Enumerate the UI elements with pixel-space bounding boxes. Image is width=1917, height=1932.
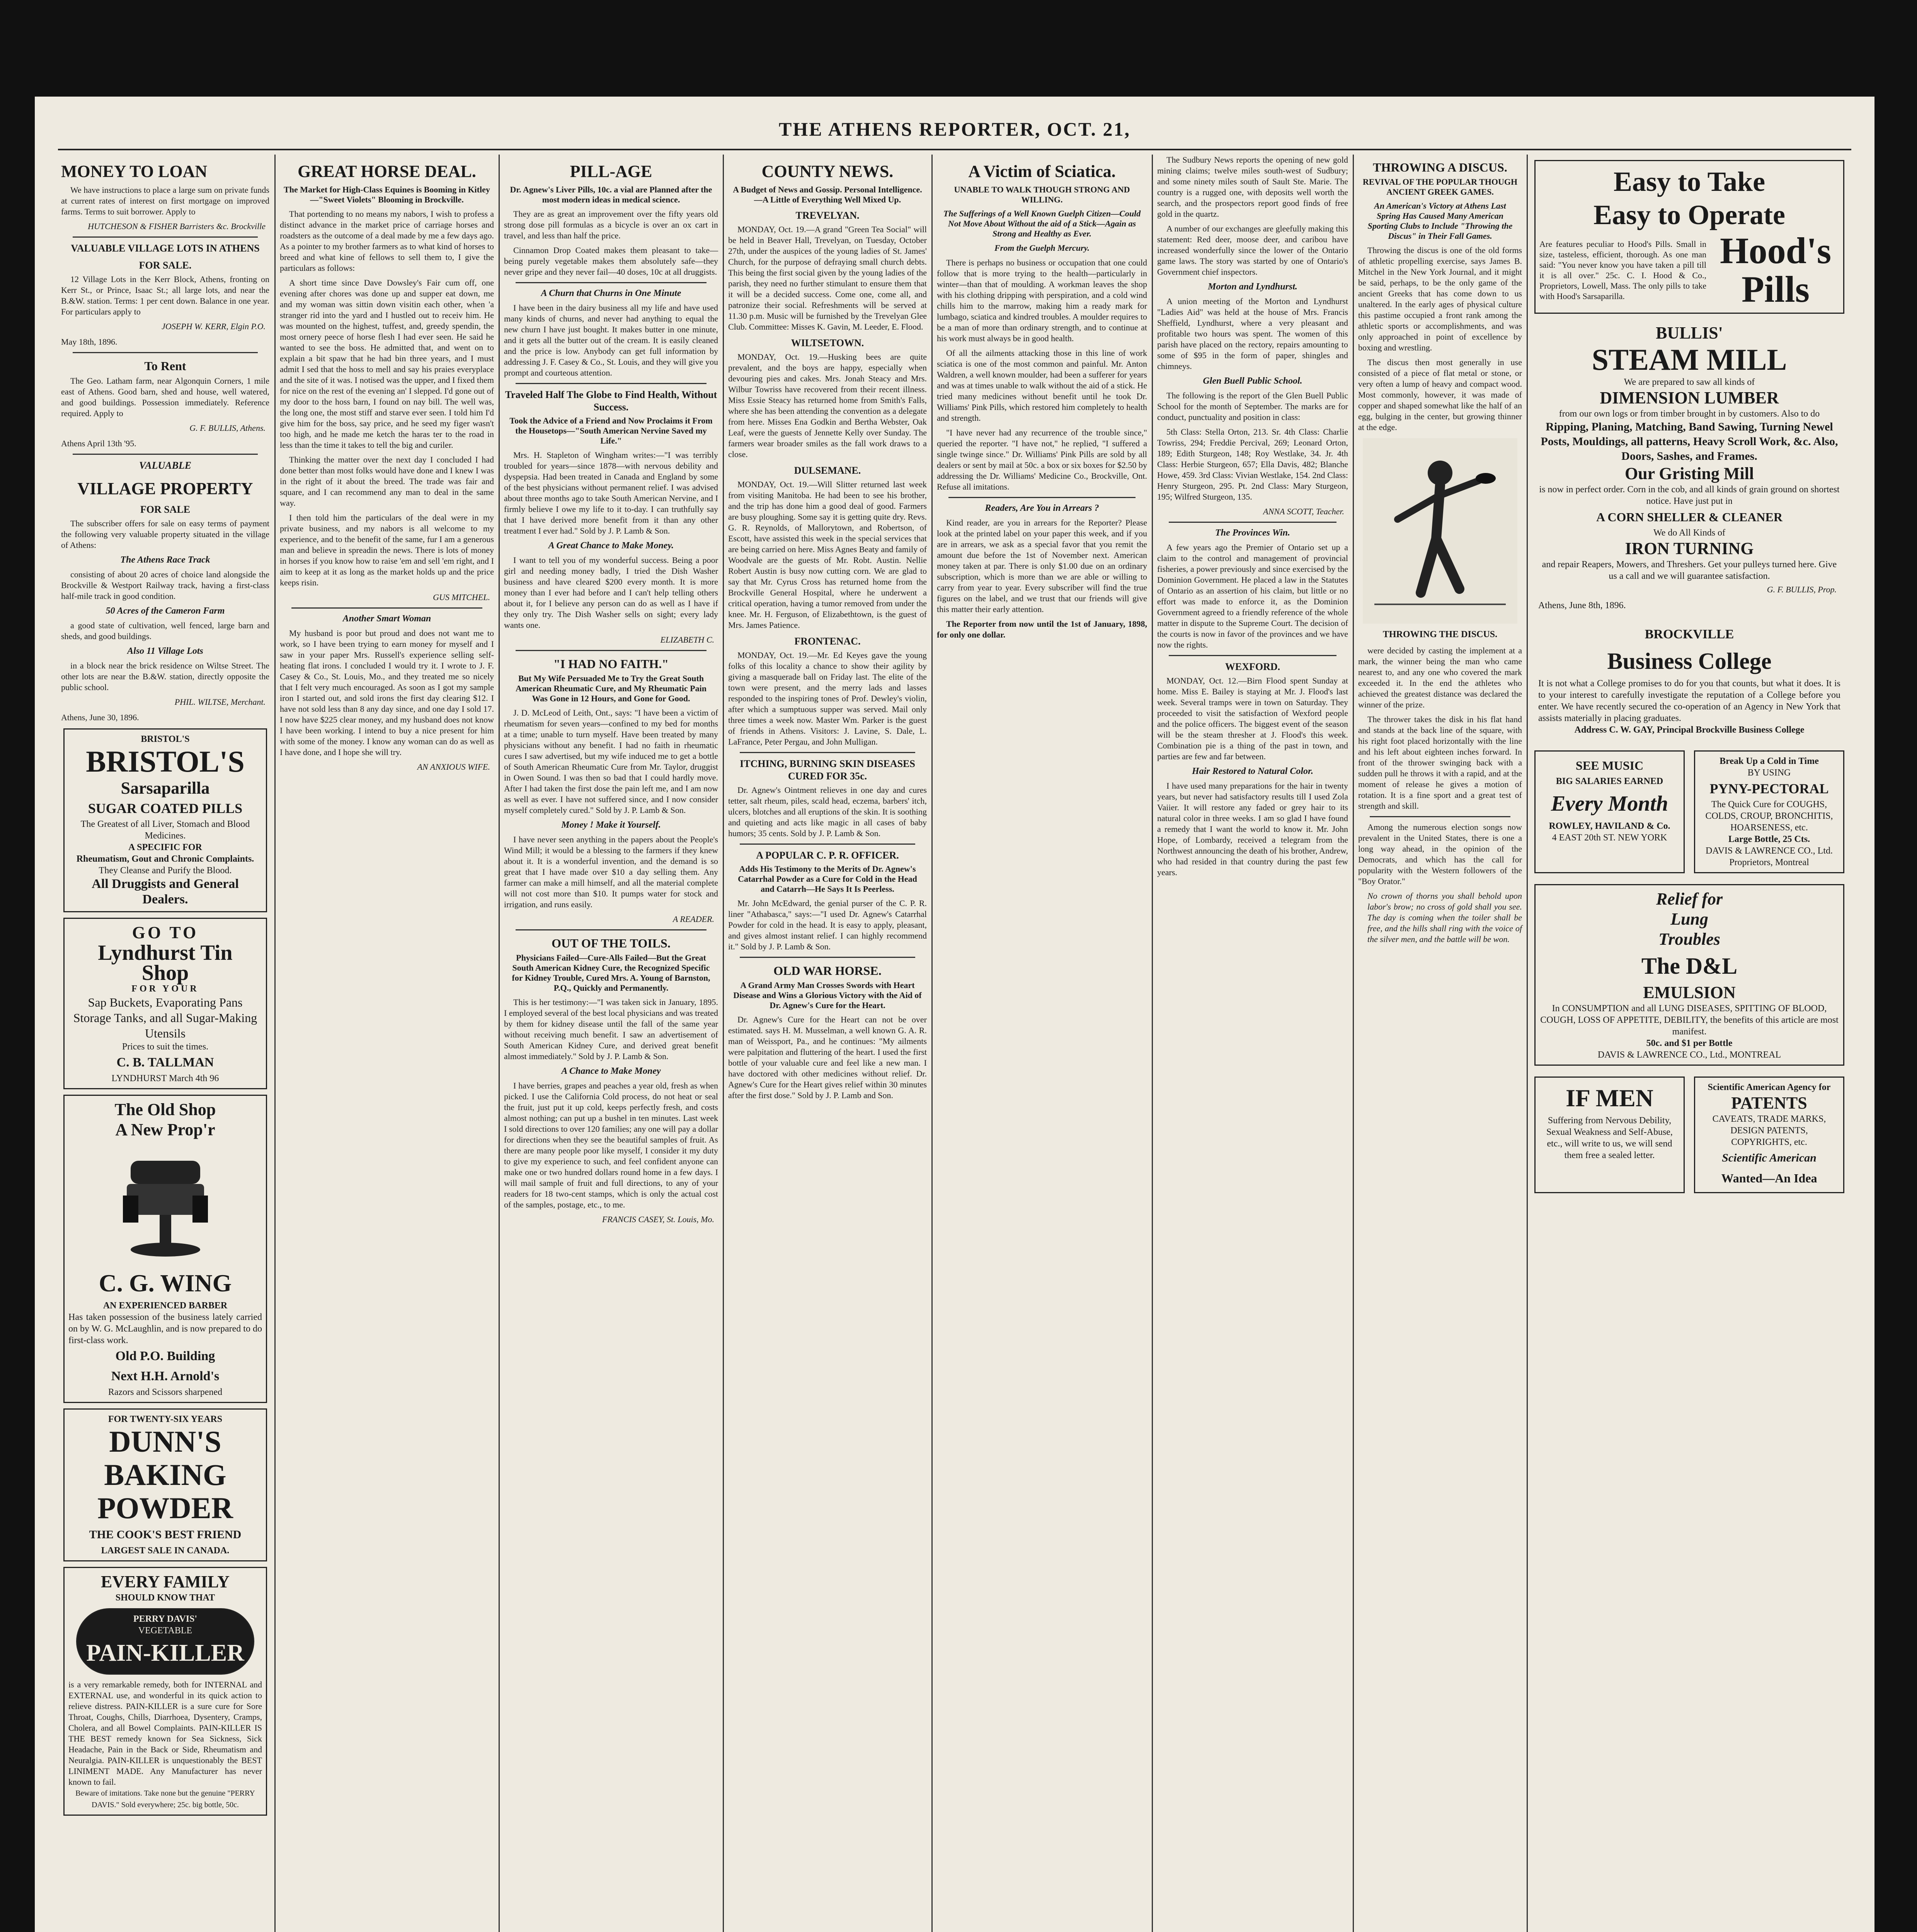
should-know: SHOULD KNOW THAT [115,1593,215,1603]
go-to: GO TO [132,923,199,942]
itching-heading: ITCHING, BURNING SKIN DISEASES CURED FOR 35c. [740,758,915,782]
chance-para: I have berries, grapes and peaches a year old, fresh as when picked. I use the California Cold process, do not heat or seal the fruit, just put it up cold, keeps perfectly fresh, and costs almost nothing; can put up a bushel in ten minutes. Last week I sold directions to over 120 families; any one will pay a dollar for directions when they see the beautiful samples of fruit. As there are many people poor like myself, I consider it my duty to give my experience to such, and feel confident anyone can make one or two hundred dollars round home in a few days. I will mail sample of fruit and full directions, to any of your readers for 18 two-cent stamps, which is only the actual cost of the samples, postage, etc., to me. [504,1081,718,1209]
divider [1169,655,1336,656]
wexford-para: MONDAY, Oct. 12.—Birn Flood spent Sunday at home. Miss E. Bailey is staying at Mr. J. Flood's last week. Several tramps were in town on Saturday. They proceeded to visit the satisfaction of Wexford people and the police officers. The biggest event of the season will be the steam thresher at J. Flood's this week. Combination pie is a thing of the past in town, and parties are few and far between. [1157,676,1348,761]
discus-deck-2: An American's Victory at Athens Last Spring Has Caused Many American Sporting Clubs to Include "Throwing the Discus" in Their Fall Games. [1367,201,1513,241]
divider [740,752,915,753]
divider [73,454,258,455]
divider [1370,816,1510,817]
lots-date: May 18th, 1896. [61,337,117,347]
no-faith-deck: But My Wife Persuaded Me to Try the Great South American Rheumatic Cure, and My Rheumatic Pain Was Gone in 12 Hours, and Gone for Good. [516,673,707,703]
loan-body: We have instructions to place a large sum on private funds at current rates of interest on first mortgage on improved farms. Terms to suit borrower. Apply to [61,185,269,216]
pyny-cold: Break Up a Cold in Time [1720,756,1819,766]
lots-for-sale: FOR SALE. [139,260,192,271]
no-faith-para: J. D. McLeod of Leith, Ont., says: "I have been a victim of rheumatism for seven years—confined to my bed for months at a time; unable to turn myself. Have been treated by many physicians without any benefit. I had no faith in rheumatic cures I saw advertised, but my wife induced me to get a bottle of South American Rheumatic Cure from Mr. Taylor, druggist in Owen Sound. I was then so bad that I could hardly move. After I had taken the first dose the pain left me, and I am now as well as ever. I have not suffered since, and I now consider myself completely cured." Sold by J. P. Lamb & Son. [504,708,718,815]
if-men-body: Suffering from Nervous Debility, Sexual Weakness and Self-Abuse, etc., will write to us, we will send them free a sealed letter. [1546,1116,1673,1160]
horse-deal-signature: GUS MITCHEL. [433,592,490,602]
hair-heading: Hair Restored to Natural Color. [1192,766,1314,776]
pain-killer-body: is a very remarkable remedy, both for INTERNAL and EXTERNAL use, and wonderful in its quick action to relieve distress. PAIN-KILLER is a sure cure for Sore Throat, Coughs, Chills, Diarrhoea, Dysentery, Cramps, Cholera, and all Bowel Complaints. PAIN-KILLER IS THE BEST remedy known for Sea Sickness, Sick Headache, Pain in the Back or Side, Rheumatism and Neuralgia. PAIN-KILLER is unquestionably the BEST LINIMENT MADE. Any Manufacturer has never known to fail. [68,1680,262,1787]
lots-heading: VALUABLE VILLAGE LOTS IN ATHENS [71,243,260,254]
rent-body: The Geo. Latham farm, near Algonquin Corners, 1 mile east of Athens. Good barn, shed and house, well watered, and good buildings. Possession immediately. Reference required. Apply to [61,376,269,418]
chance-signature: FRANCIS CASEY, St. Louis, Mo. [602,1214,714,1224]
town-news: MONDAY, Oct. 19.—A grand "Green Tea Social" will be held in Beaver Hall, Trevelyan, on Tuesday, October 27th, under the auspices of the young ladies of St. James' Church, for the purpose of defraying small church debts. This being the first social given by the young ladies of the parish, they need no further stimulant to ensure them that it will be a decided success. Come one, come all, and patronize their social. Refreshments will be served at 11.30 p.m. Music will be furnished by the Trevelyan Glee Club. Committee: Misses K. Gavin, M. Leeder, E. Flood. [728,224,927,332]
pain-killer-note: Beware of imitations. Take none but the genuine "PERRY DAVIS." Sold everywhere; 25c. big bottle, 50c. [75,1789,255,1809]
bristols-dealers: All Druggists and General Dealers. [92,877,239,906]
divider [740,957,915,958]
emulsion: EMULSION [1643,983,1736,1002]
horse-deal-heading: GREAT HORSE DEAL. [298,162,476,181]
tin-shop-name-2: Shop [141,961,189,985]
churn-para: I have been in the dairy business all my life and have used many kinds of churns, and never had anything to equal the new churn I have just bought. It makes butter in one minute, and it gets all the butter out of the cream. It is easily cleaned and the price is low. Anybody can get full information by addressing J. F. Casey & Co., St. Louis, and they will give you prompt and courteous attention. [504,303,718,378]
iron-turning-body: and repair Reapers, Mowers, and Threshers. Get your pulleys turned here. Give us a call and we will guarantee satisfaction. [1542,560,1837,581]
arrears-footer: The Reporter from now until the 1st of January, 1898, for only one dollar. [937,619,1147,639]
column-rule [723,155,724,1932]
column-rule [1152,155,1153,1932]
smart-woman-signature: AN ANXIOUS WIFE. [417,762,490,772]
discus-para: The thrower takes the disk in his flat hand and stands at the back line of the square, with his right foot placed horizontally with the line and his left about eighteen inches forward. In front of the thrower swinging back with a sudden pull he throws it with a rapid, and at the moment of release he gives a motion of rotation. It is a fine sport and a great test of strength and skill. [1358,714,1522,811]
farm-heading: 50 Acres of the Cameron Farm [106,606,225,616]
discus-thrower-illustration [1363,438,1517,624]
smart-woman-para: My husband is poor but proud and does not want me to work, so I have been trying to earn money for myself and I saw in your paper Mrs. Russell's experience selling self-heating flat irons. I concluded I would try it. I wrote to J. F. Casey & Co., St. Louis, Mo., and they treated me so nicely that I felt very much encouraged. As soon as I got my sample iron I started out, and sold irons the first day clearing $12. I have not sold less than 8 any day since, and one day I sold 17. I now have $225 clear money, and my husband does not know I have been working. I intend to buy a nice present for him with some of the money. I know any woman can do as well as I have done, and I hope she will try. [280,628,494,757]
column-4 [725,155,930,1932]
mill-prep: We are prepared to saw all kinds of [1624,377,1755,387]
money-para: I have never seen anything in the papers about the People's Wind Mill; it would be a blessing to the farmers if they knew about it. It is a wonderful invention, and the demand is so great that I have made over $10 a day selling them. Any farmer can make a mill himself, and all the material complete will not cost more than $10. It pumps water for stock and irrigation, and runs easily. [504,835,718,909]
election-song-intro: Among the numerous election songs now prevalent in the United States, there is one a long way ahead, in the opinion of the Democrats, and which has the call for popularity with the Western followers of the "Boy Orator." [1358,822,1522,886]
town-news: MONDAY, Oct. 19.—Will Slitter returned last week from visiting Manitoba. He had been to see his brother, and the trip has done him a good deal of good. Farmers are busy ploughing. Some say it is getting quite dry. Revs. G. R. Reynolds, of Mallorytown, and Robertson, of Escott, have assisted this week in the special services that are being carried on here. Miss Agnes Beaty and family of Woodvale are the guests of Mr. Robt. Austin. Nellie Robert Austin is busy now cutting corn. We are glad to say that Mr. Cyrus Cross has returned home from the Brockville General Hospital, where he underwent a critical operation, having a tumor removed from under the knee. Mr. H. Ferguson, of Elizabethtown, is the guest of Mrs. James Patience. [728,480,927,630]
masthead: THE ATHENS REPORTER, OCT. 21, [779,118,1130,140]
toils-deck: Physicians Failed—Cure-Alls Failed—But the Great South American Kidney Cure, the Recognized Specific for Kidney Trouble, Cured Mrs. A. Young of Barnston, P.Q., Quickly and Permanently. [512,953,710,993]
sciatica-para: Of all the ailments attacking those in this line of work sciatica is one of the most common and painful. Mr. Anton Waldren, a well known moulder, had been a sufferer for years and was at times unable to walk without the aid of a stick. He tried many medicines without benefit until he took Dr. Williams' Pink Pills, which restored him completely to health and strength. [937,348,1147,423]
property-date: Athens, June 30, 1896. [61,713,139,722]
sciatica-deck: UNABLE TO WALK THOUGH STRONG AND WILLING. [954,185,1130,204]
scientific-american-ad [1694,1077,1844,1193]
sciam-agency: Scientific American Agency for [1708,1082,1831,1092]
game-laws-para: A number of our exchanges are gleefully making this statement: Red deer, moose deer, and caribou have increased wonderfully since the lower of the Ontario game laws. The story was started by one of Ontario's Government chief inspectors. [1157,224,1348,277]
town-heading: FRONTENAC. [794,636,861,647]
discus-para: were decided by casting the implement at a mark, the winner being the man who came nearest to, and any one who covered the mark exceeded it. In the end the athletes who achieved the greatest distance was declared the winner of the prize. [1358,646,1522,709]
dimension-lumber: DIMENSION LUMBER [1600,388,1779,407]
sarsaparilla: Sarsaparilla [121,779,210,798]
traveled-deck: Took the Advice of a Friend and Now Proclaims it From the Housetops—"South American Nervine Saved my Life." [509,416,713,446]
pill-age-para: They are as great an improvement over the fifty years old strong dose pill formulas as a bicycle is over an ox cart in travel, and less than half the price. [504,209,718,240]
town-heading: TREVELYAN. [795,210,860,221]
horse-deal-para: I then told him the particulars of the deal were in my private business, and my nabors is all welcome to my experience, and to the benefit of the same, fur I am a generous man and believe in spreadin the news. There is lots of money in horses if you know how to raise 'em and sell 'em right, and I aim to keep at it as long as the market holds up and the price keeps risin. [280,513,494,587]
masthead-rule [58,149,1851,150]
glen-buell-signature: ANNA SCOTT, Teacher. [1263,507,1344,516]
town-heading: WILTSETOWN. [791,337,864,349]
war-horse-deck: A Grand Army Man Crosses Swords with Heart Disease and Wins a Glorious Victory with the Aid of Dr. Agnew's Cure for the Heart. [733,980,922,1010]
bristols-tagline: The Greatest of all Liver, Stomach and Blood Medicines. [80,819,250,841]
iron-turning: IRON TURNING [1625,539,1754,558]
morton-heading: Morton and Lyndhurst. [1208,282,1297,292]
barber-chair-illustration [107,1145,223,1261]
every-family: EVERY FAMILY [101,1572,230,1591]
dl-logo: The D&L [1641,953,1738,979]
sciatica-source: From the Guelph Mercury. [994,243,1090,253]
discus-para: The discus then most generally in use consisted of a piece of flat metal or stone, or very often a lump of heavy and compact wood. Most commonly, however, it was made of copper and shaped somewhat like the half of an egg, bulging in the center, but growing thinner at the edge. [1358,357,1522,432]
new-prop: A New Prop'r [115,1120,215,1139]
toils-para: This is her testimony:—"I was taken sick in January, 1895. I employed several of the best local physicians and was treated by them for kidney disease until the fall of the same year without receiving much benefit. I saw an advertisement of South American Kidney Cure, and derived great benefit almost immediately." Sold by J. P. Lamb & Son. [504,997,718,1061]
pyny-maker: DAVIS & LAWRENCE CO., Ltd. Proprietors, Montreal [1706,846,1833,867]
column-6 [1154,155,1351,1932]
sugar-coated-pills: SUGAR COATED PILLS [88,801,243,816]
bristols-label: BRISTOL'S [141,734,190,744]
property-intro: The subscriber offers for sale on easy terms of payment the following very valuable property situated in the village of Athens: [61,519,269,550]
cpr-officer-deck: Adds His Testimony to the Merits of Dr. Agnew's Catarrhal Powder as a Cure for Cold in the Head and Catarrh—He Says It Is Peerless. [738,864,917,894]
provinces-heading: The Provinces Win. [1215,528,1290,538]
smart-woman-heading: Another Smart Woman [342,614,431,624]
toils-heading: OUT OF THE TOILS. [552,936,671,950]
rent-date: Athens April 13th '95. [61,439,136,448]
race-track-heading: The Athens Race Track [120,555,210,565]
month-music: SEE MUSIC [1575,759,1644,772]
pain-killer-ad [63,1567,267,1816]
mill-logs: from our own logs or from timber brought in by customers. Also to do [1559,409,1820,419]
column-rule [1527,155,1528,1932]
property-for-sale: FOR SALE [140,504,191,515]
bristols-title: BRISTOL'S [86,745,245,778]
hoods-body: Are features peculiar to Hood's Pills. Small in size, tasteless, efficient, thorough. As one man said: "You never know you have taken a pill till it is all over." 25c. C. I. Hood & Co., Proprietors, Lowell, Mass. The only pills to take with Hood's Sarsaparilla. [1539,239,1706,301]
cpr-officer-para: Mr. John McEdward, the genial purser of the C. P. R. liner "Athabasca," says:—"I used Dr. Agnew's Catarrhal Powder for cold in the head. It is easy to apply, pleasant, and gives almost instant relief. I can highly recommend it." Sold by J. P. Lamb & Son. [728,898,927,951]
barber-ad [63,1095,267,1403]
dunns-ad [63,1408,267,1561]
barber-role: AN EXPERIENCED BARBER [103,1301,228,1311]
sciatica-para: "I have never had any recurrence of the trouble since," queried the reporter. "I have not," he replied, "I suffered a single twinge since." Dr. Williams' Pink Pills are sold by all dealers or sent by mail at 50c. a box or six boxes for $2.50 by addressing the Dr. Williams' Medicine Co., Brockville, Ont. Refuse all imitations. [937,428,1147,492]
farm-body: a good state of cultivation, well fenced, large barn and sheds, and good buildings. [61,621,269,641]
tin-shop-prices: Prices to suit the times. [122,1042,209,1052]
discus-caption: THROWING THE DISCUS. [1382,629,1498,639]
lots-body: 12 Village Lots in the Kerr Block, Athens, fronting on Kerr St., or Prince, Isaac St.; all large lots, and near the B.&W. station. Terms: 1 per cent down. Balance in one year. For particulars apply to [61,274,269,316]
town-heading: DULSEMANE. [794,465,861,476]
barber-place: Old P.O. Building [115,1349,215,1363]
bullis-name: BULLIS' [1656,323,1723,342]
divider [740,844,915,845]
tin-shop-owner: C. B. TALLMAN [116,1055,214,1070]
pyny-name: PYNY-PECTORAL [1709,781,1829,796]
old-shop: The Old Shop [114,1100,216,1119]
dl-emulsion-ad [1534,884,1844,1066]
column-1 [58,155,272,1932]
chance-heading: A Chance to Make Money [561,1066,661,1076]
every-month: Every Month [1551,792,1668,816]
divider [291,607,482,609]
if-men: IF MEN [1566,1084,1653,1112]
steam-mill-ad [1534,319,1844,615]
dunns-tagline: THE COOK'S BEST FRIEND [89,1528,242,1541]
perry-davis: PERRY DAVIS' [133,1614,197,1624]
village-lots-heading: Also 11 Village Lots [127,646,203,656]
column-rule [274,155,276,1932]
patents: PATENTS [1731,1094,1807,1112]
dunns-years: FOR TWENTY-SIX YEARS [108,1414,223,1424]
if-men-ad [1534,1077,1685,1193]
gristing-mill: Our Gristing Mill [1624,464,1754,483]
discus-para: Throwing the discus is one of the old forms of athletic propelling exercise, says James B. Mitchel in the New York Journal, and it might be said, perhaps, to be the only game of the ancient Greeks that has come down to us unaltered. In the early ages of physical culture this pastime occupied a front rank among the athletic sports or accomplishments, and was only approached in point of excellence by boxing and wrestling. [1358,245,1522,352]
divider [1169,522,1336,523]
business-college: Business College [1607,648,1772,674]
steam-mill: STEAM MILL [1592,343,1787,376]
column-5 [934,155,1150,1932]
divider [73,352,258,353]
great-chance-signature: ELIZABETH C. [660,635,714,645]
tin-shop-date: LYNDHURST March 4th 96 [111,1073,219,1083]
hoods-pills-ad [1534,160,1844,314]
easy-to-take: Easy to Take [1613,166,1765,197]
bristols-cleanse: They Cleanse and Purify the Blood. [99,866,232,876]
divider [516,650,707,651]
loan-firm: HUTCHESON & FISHER Barristers &c. Brockville [88,221,266,231]
lots-agent: JOSEPH W. KERR, Elgin P.O. [162,321,266,331]
every-month-ad [1534,750,1685,873]
month-address: 4 EAST 20th ST. NEW YORK [1552,833,1667,843]
glen-buell-heading: Glen Buell Public School. [1203,376,1302,386]
glen-buell-marks: 5th Class: Stella Orton, 213. Sr. 4th Class: Charlie Towriss, 294; Freddie Percival, 269; Leonard Orton, 189; Edith Sturgeon, 148; Roy Westlake, 34. Jr. 4th Class: Herbie Sturgeon, 657; Ella Davis, 482; Blanche Howe, 459. 3rd Class: Vivian Westlake, 154. 2nd Class: Henry Sturgeon, 295. Pt. 2nd Class: Mary Sturgeon, 195; Wilfred Sturgeon, 135. [1157,427,1348,502]
sciam-name: Scientific American [1722,1151,1817,1164]
column-rule [499,155,500,1932]
pyny-pectoral-ad [1694,750,1844,873]
divider [516,383,707,384]
lung: Lung [1670,910,1708,929]
college-address: Address C. W. GAY, Principal Brockville Business College [1574,725,1805,735]
brockville: BROCKVILLE [1645,627,1734,641]
column-rule [931,155,933,1932]
tin-shop-for: FOR YOUR [131,984,199,994]
pyny-using: BY USING [1747,768,1791,778]
dunns-name: DUNN'S [109,1425,221,1458]
arrears-heading: Readers, Are You in Arrears ? [985,503,1099,513]
money-signature: A READER. [672,914,714,924]
pill-age-deck: Dr. Agnew's Liver Pills, 10c. a vial are Planned after the most modern ideas in medical science. [510,185,712,204]
traveled-heading: Traveled Half The Globe to Find Health, Without Success. [505,389,717,413]
wexford-heading: WEXFORD. [1225,661,1280,672]
town-news: MONDAY, Oct. 19.—Husking bees are quite prevalent, and the boys are happy, especially when devouring pies and cakes. Mrs. Jonah Steacy and Mrs. Wilbur Towriss have recovered from their recent illness. Miss Essie Steacy has returned home from Smith's Falls, where she has been attending the convention as a delegate from here. Misses Ena Godkin and Bertha Webster, Oak Leaf, were the guests of Jennette Kelly over Sunday. The farmers wear broader smiles as the fall work draws to a close. [728,352,927,459]
dl-maker: DAVIS & LAWRENCE CO., Ltd., MONTREAL [1597,1050,1781,1060]
dunns-baking: BAKING [104,1458,226,1492]
college-body: It is not what a College promises to do for you that counts, but what it does. It is to your interest to carefully investigate the reputation of a College before you enter. We have recently secured the co-operation of an Agency in New York that assists materially in placing graduates. [1538,679,1840,723]
divider [516,929,707,930]
mill-owner: G. F. BULLIS, Prop. [1767,585,1837,594]
horse-deal-para: That portending to no means my nabors, I wish to profess a distinct advance in the market price of carriage horses and roadsters as the outcome of a deal made by me a few days ago. As a pointer to my brother farmers as to what kind of horses to breed and what kine of fellows to sell them to, I give the particulars as follows: [280,209,494,273]
dl-price: 50c. and $1 per Bottle [1646,1038,1733,1048]
barber-body: Has taken possession of the business lately carried on by W. G. McLaughlin, and is now prepared to do first-class work. [68,1312,262,1345]
sciatica-para: There is perhaps no business or occupation that one could follow that is more trying to the health—particularly in winter—than that of moulding. A workman leaves the shop with his clothing dripping with perspiration, and a cold wind chills him to the marrow, making him a ready mark for lumbago, sciatica and kindred troubles. A moulder requires to be a man of more than ordinary strength, and to continue at his work must always be in good health. [937,258,1147,343]
barber-name: C. G. WING [99,1269,232,1297]
provinces-para: A few years ago the Premier of Ontario set up a claim to the control and management of provincial fisheries, a power previously and since exercised by the Dominion Government. He placed a law in the Statutes of Ontario as an assertion of his claim, but little or no effort was made to enforce it, as the Dominion Government agreed to a friendly reference of the whole matter in dispute to the Supreme Court. The decision of the courts is now in favor of the provinces and we have now the rights. [1157,543,1348,650]
tin-shop-ad [63,918,267,1089]
morton-para: A union meeting of the Morton and Lyndhurst "Ladies Aid" was held at the house of Mrs. Francis Sheffield, Lyndhurst, where a very pleasant and profitable two hours was spent. The women of this parish have placed on the rectory, repairs amounting to some of $95 in the form of paper, shingles and chimneys. [1157,296,1348,371]
money-heading: Money ! Make it Yourself. [561,820,661,830]
dunns-powder: POWDER [97,1491,233,1525]
great-chance-para: I want to tell you of my wonderful success. Being a poor girl and needing money badly, I tried the Dish Washer business and have cleared $200 every month. It is more money than I ever had before and I can't help telling others about it, for I believe any person can do as well as I have if they only try. The Dish Washer sells on sight; every lady wants one. [504,555,718,630]
hoods-pills: Pills [1741,269,1810,310]
race-track-body: consisting of about 20 acres of choice land alongside the Brockville & Westport Railway track, having a first-class half-mile track in good condition. [61,570,269,601]
loan-heading: MONEY TO LOAN [61,162,208,181]
pain-killer-name: PAIN-KILLER [86,1640,244,1666]
column-3 [501,155,721,1932]
no-faith-heading: "I HAD NO FAITH." [553,657,669,671]
all-kinds: We do All Kinds of [1653,528,1726,538]
traveled-para: Mrs. H. Stapleton of Wingham writes:—"I was terribly troubled for years—since 1878—with nervous debility and dyspepsia. Had been treated in Canada and England by some of the best physicians without permanent relief. I was advised about three months ago to take South American Nervine, and I firmly believe I owe my life to it to-day. I can truthfully say that I have derived more benefit from it than any other treatment I ever had." Sold by J. P. Lamb & Son. [504,450,718,536]
dl-body: In CONSUMPTION and all LUNG DISEASES, SPITTING OF BLOOD, COUGH, LOSS OF APPETITE, DEBILITY, the benefits of this article are most manifest. [1540,1003,1839,1037]
county-news-heading: COUNTY NEWS. [761,162,894,181]
bristols-ailments: Rheumatism, Gout and Chronic Complaints. [76,854,254,864]
horse-deal-para: Thinking the matter over the next day I concluded I had done better than most folks would have done and I knew I was in the right of it about the breed. The trade was fair and square, and I can recommend any man to deal in the same way. [280,455,494,508]
relief-for: Relief for [1656,889,1723,908]
month-publisher: ROWLEY, HAVILAND & Co. [1549,821,1670,831]
property-owner: PHIL. WILTSE, Merchant. [174,697,266,707]
tin-shop-name: Lyndhurst Tin [98,941,233,965]
village-lots-body: in a block near the brick residence on Wiltse Street. The other lots are near the B.&W. station, directly opposite the public school. [61,661,269,692]
property-heading: VALUABLE [139,460,192,471]
rent-agent: G. F. BULLIS, Athens. [189,423,266,433]
property-title: VILLAGE PROPERTY [77,479,253,498]
cpr-officer-heading: A POPULAR C. P. R. OFFICER. [756,850,899,861]
arrears-para: Kind reader, are you in arrears for the Reporter? Please look at the printed label on your paper this week, and if you are in arrears, we ask as a special favor that you remit the amount due before the 1st of November next. American money taken at par. There is only $1.00 due on an ordinary subscription, which is more than we are able or willing to carry from year to year. Every subscriber will find the true figures on the label, and we trust that our friends will give this matter their early attention. [937,518,1147,614]
horse-deal-deck: The Market for High-Class Equines is Booming in Kitley—"Sweet Violets" Blooming in Brockville. [284,185,490,204]
divider [948,497,1136,498]
discus-heading: THROWING A DISCUS. [1373,160,1507,174]
war-horse-para: Dr. Agnew's Cure for the Heart can not be over estimated. says H. M. Musselman, a well known G. A. R. man of Weissport, Pa., and he continues: "My ailments were palpitation and fluttering of the heart. I used the first bottle of your valuable cure and feel like a new man. I have doctored with other medicines without relief. Dr. Agnew's Cure for the Heart gives relief within 30 minutes after the first dose." Sold by J. P. Lamb and Son. [728,1015,927,1100]
column-8 [1529,155,1850,1932]
hair-para: I have used many preparations for the hair in twenty years, but never had satisfactory results till I used Zola Vaiier. It will restore any faded or grey hair to its natural color in three weeks. I am so glad I have found a remedy that I want the world to know it. Mr. John Hope, of Lombardy, received a telegram from the Northwest announcing the death of his brother, Andrew, who had resided in that country during the past few years. [1157,781,1348,877]
barber-note: Razors and Scissors sharpened [108,1387,223,1397]
troubles: Troubles [1658,930,1720,949]
war-horse-heading: OLD WAR HORSE. [773,964,882,978]
vegetable: VEGETABLE [138,1626,192,1636]
churn-heading: A Churn that Churns in One Minute [541,288,681,298]
divider [73,236,258,238]
election-song: No crown of thorns you shall behold upon labor's brow; no cross of gold shall you see. The day is coming when the toiler shall be free, and the hills shall ring with the voice of the silver men, and the battle will be won. [1367,891,1522,944]
pill-age-para: Cinnamon Drop Coated makes them pleasant to take—being purely vegetable makes them absolutely safe—they never gripe and they never fail—40 doses, 10c at all druggists. [504,245,718,277]
sciatica-deck-2: The Sufferings of a Well Known Guelph Citizen—Could Not Move About Without the aid of a Stick—Again as Strong and Healthy as Ever. [943,209,1141,238]
great-chance-heading: A Great Chance to Make Money. [548,541,674,551]
easy-to-operate: Easy to Operate [1594,199,1785,230]
itching-para: Dr. Agnew's Ointment relieves in one day and cures tetter, salt rheum, piles, scald head, eczema, barbers' itch, ulcers, blotches and all eruptions of the skin. It is soothing and quieting and acts like magic in all cases of baby humors; 35 cents. Sold by J. P. Lamb & Son. [728,785,927,838]
pain-killer-badge [76,1608,254,1675]
mill-services: Ripping, Planing, Matching, Band Sawing, Turning Newel Posts, Mouldings, all patterns, Heavy Scroll Work, &c. Also, Doors, Sashes, and Frames. [1541,420,1838,463]
glen-buell-intro: The following is the report of the Glen Buell Public School for the month of September. The marks are for conduct, punctuality and position in class: [1157,391,1348,422]
hoods-brand: Hood's [1720,230,1832,271]
sciatica-heading: A Victim of Sciatica. [968,162,1116,181]
county-news-deck: A Budget of News and Gossip. Personal Intelligence.—A Little of Everything Well Mixed Up. [733,185,922,204]
bristols-ad [63,728,267,912]
column-2 [277,155,497,1932]
caveats: CAVEATS, TRADE MARKS, DESIGN PATENTS, COPYRIGHTS, etc. [1712,1114,1826,1147]
barber-next: Next H.H. Arnold's [111,1369,220,1383]
month-salaries: BIG SALARIES EARNED [1556,776,1663,786]
discus-deck: REVIVAL OF THE POPULAR THOUGH ANCIENT GREEK GAMES. [1362,177,1518,197]
corn-sheller: A CORN SHELLER & CLEANER [1596,510,1783,524]
town-news: MONDAY, Oct. 19.—Mr. Ed Keyes gave the young folks of this locality a chance to show their agility by giving a masquerade ball on Friday last. The elite of the town were present, and the merry lads and lasses responded to the inspiring tones of Prof. Dewley's violin, after which a sumptuous supper was served. Mail only three times a week now. Master Wm. Parker is the guest of friends in Athens. Visitors: J. Lavine, S. Dale, L. LaFrance, Peter Pergau, and John Mulligan. [728,650,927,747]
rent-heading: To Rent [144,359,186,373]
bristols-specific: A SPECIFIC FOR [128,842,202,852]
pill-age-heading: PILL-AGE [570,162,652,181]
mill-date: Athens, June 8th, 1896. [1538,600,1626,611]
column-rule [1353,155,1354,1932]
horse-deal-para: A short time since Dave Dowsley's Fair cum off, one evening after chores was done up and supper eat down, me and my woman was sittin down visitin each other, when 'a stranger rid into the yard and I hustled out to receiv him. He was mounted on the highest, tuffest, and, greedy spendin, the most ornery peece of horse flesh I had ever seen. He said he wanted to see the boss. He admitted that, and went on to explain a bit spaw that he had bin three years, and I must admit I sed that the hoss to mell and say his praies everyplace and the site of it was. I notised was the upper, and I fixed them for nice on the rest of the evening an' I slepped. I'd gone out of my door to the hoss barn, I found on nay bill. The well was, the long one, the most stiff and starve ever seen. I told him I'd give him for the boss, say price, and he seed my figer wasn't too high, and he made me ketch the haras ter to the road in less than the time it takes to tell the big and curiler. [280,278,494,450]
dunns-sale: LARGEST SALE IN CANADA. [101,1546,230,1556]
tin-shop-items: Sap Buckets, Evaporating Pans Storage Tanks, and all Sugar-Making Utensils [73,995,257,1040]
business-college-ad [1534,621,1844,740]
pyny-body: The Quick Cure for COUGHS, COLDS, CROUP, BRONCHITIS, HOARSENESS, etc. [1705,799,1833,833]
column-7 [1355,155,1525,1932]
divider [516,282,707,283]
sudbury-news: The Sudbury News reports the opening of new gold mining claims; twelve miles south-west of Sudbury; and some ninety miles south of Sault Ste. Marie. The country is a rugged one, with deposits well worth the search, and the prospectors report good finds of free gold in the quartz. [1157,155,1348,219]
pyny-price: Large Bottle, 25 Cts. [1728,834,1810,844]
wanted-idea: Wanted—An Idea [1721,1171,1817,1185]
gristing-body: is now in perfect order. Corn in the cob, and all kinds of grain ground on shortest notice. Have just put in [1539,485,1840,506]
